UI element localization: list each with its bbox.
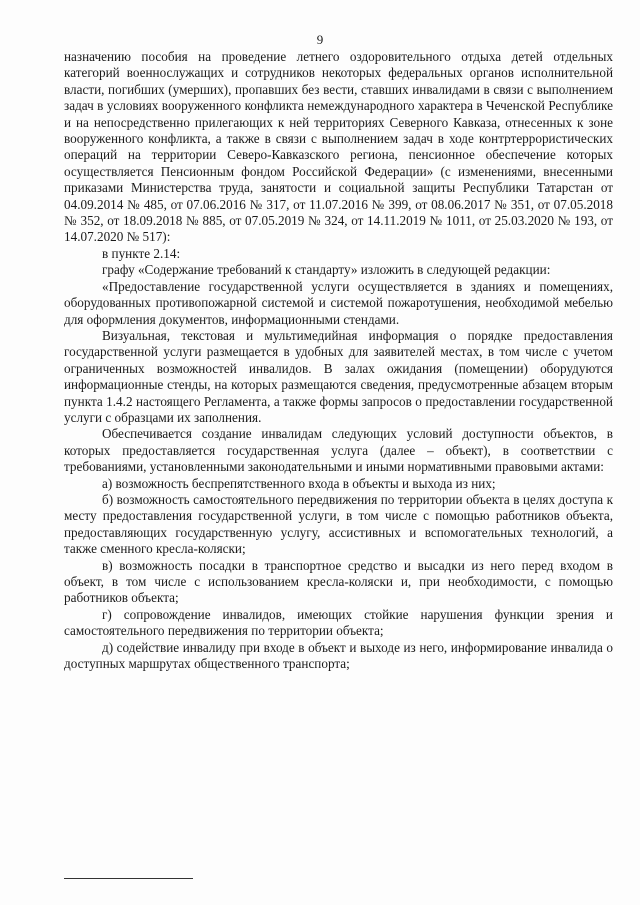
list-item-a: а) возможность беспрепятственного входа в объекты и выхода из них; — [102, 475, 496, 491]
paragraph-premises: «Предоставление государственной услуги осуществляется в зданиях и помещениях, оборудованных противопожарной системой и системой пожаротушения, необходимой мебелью для оформления документов, информационными стендами. — [64, 278, 613, 327]
paragraph-continuation: назначению пособия на проведение летнего оздоровительного отдыха детей отдельных категорий военнослужащих и сотрудников некоторых федеральных органов исполнительной власти, погибших (умерших), пропавших без вести, ставших инвалидами в связи с выполнением задач в условиях вооруженного конфликта немеждународного характера в Чеченской Республике и на непосредственно прилегающих к ней территориях Северного Кавказа, отнесенных к зоне вооруженного конфликта, а также в связи с выполнением задач в ходе контртеррористических операций на территории Северо-Кавказского региона, пенсионное обеспечение которых осуществляется Пенсионным фондом Российской Федерации» (с изменениями, внесенными приказами Министерства труда, занятости и социальной защиты Республики Татарстан от 04.09.2014 № 485, от 07.06.2016 № 317, от 11.07.2016 № 399, от 08.06.2017 № 351, от 07.05.2018 № 352, от 18.09.2018 № 885, от 07.05.2019 № 324, от 14.11.2019 № 1011, от 25.03.2020 № 193, от 14.07.2020 № 517): — [64, 49, 613, 245]
page-number: 9 — [316, 32, 324, 47]
document-body — [64, 49, 613, 672]
paragraph-clause-2-14: в пункте 2.14: — [102, 245, 181, 261]
list-item-b: б) возможность самостоятельного передвижения по территории объекта в целях доступа к месту предоставления государственной услуги, в том числе с помощью работников объекта, предоставляющих государственную услугу, ассистивных и вспомогательных технологий, а также сменного кресла-коляски; — [64, 491, 613, 557]
paragraph-information: Визуальная, текстовая и мультимедийная информация о порядке предоставления государственной услуги размещается в удобных для заявителей местах, в том числе с учетом ограниченных возможностей инвалидов. В залах ожидания (помещении) оборудуются информационные стенды, на которых размещаются сведения, предусмотренные абзацем вторым пункта 1.4.2 настоящего Регламента, а также формы запросов о предоставлении государственной услуги с образцами их заполнения. — [64, 327, 613, 425]
paragraph-accessibility-intro: Обеспечивается создание инвалидам следующих условий доступности объектов, в которых предоставляется государственная услуга (далее – объект), в соответствии с требованиями, установленными законодательными и иными нормативными правовыми актами: — [64, 426, 613, 475]
list-item-g: г) сопровождение инвалидов, имеющих стойкие нарушения функции зрения и самостоятельного передвижения по территории объекта; — [64, 606, 613, 639]
footnote-divider — [64, 878, 193, 879]
paragraph-column-instruction: графу «Содержание требований к стандарту» изложить в следующей редакции: — [102, 262, 551, 278]
list-item-d: д) содействие инвалиду при входе в объект и выходе из него, информирование инвалида о доступных маршрутах общественного транспорта; — [64, 639, 613, 672]
list-item-v: в) возможность посадки в транспортное средство и высадки из него перед входом в объект, в том числе с использованием кресла-коляски и, при необходимости, с помощью работников объекта; — [64, 557, 613, 606]
